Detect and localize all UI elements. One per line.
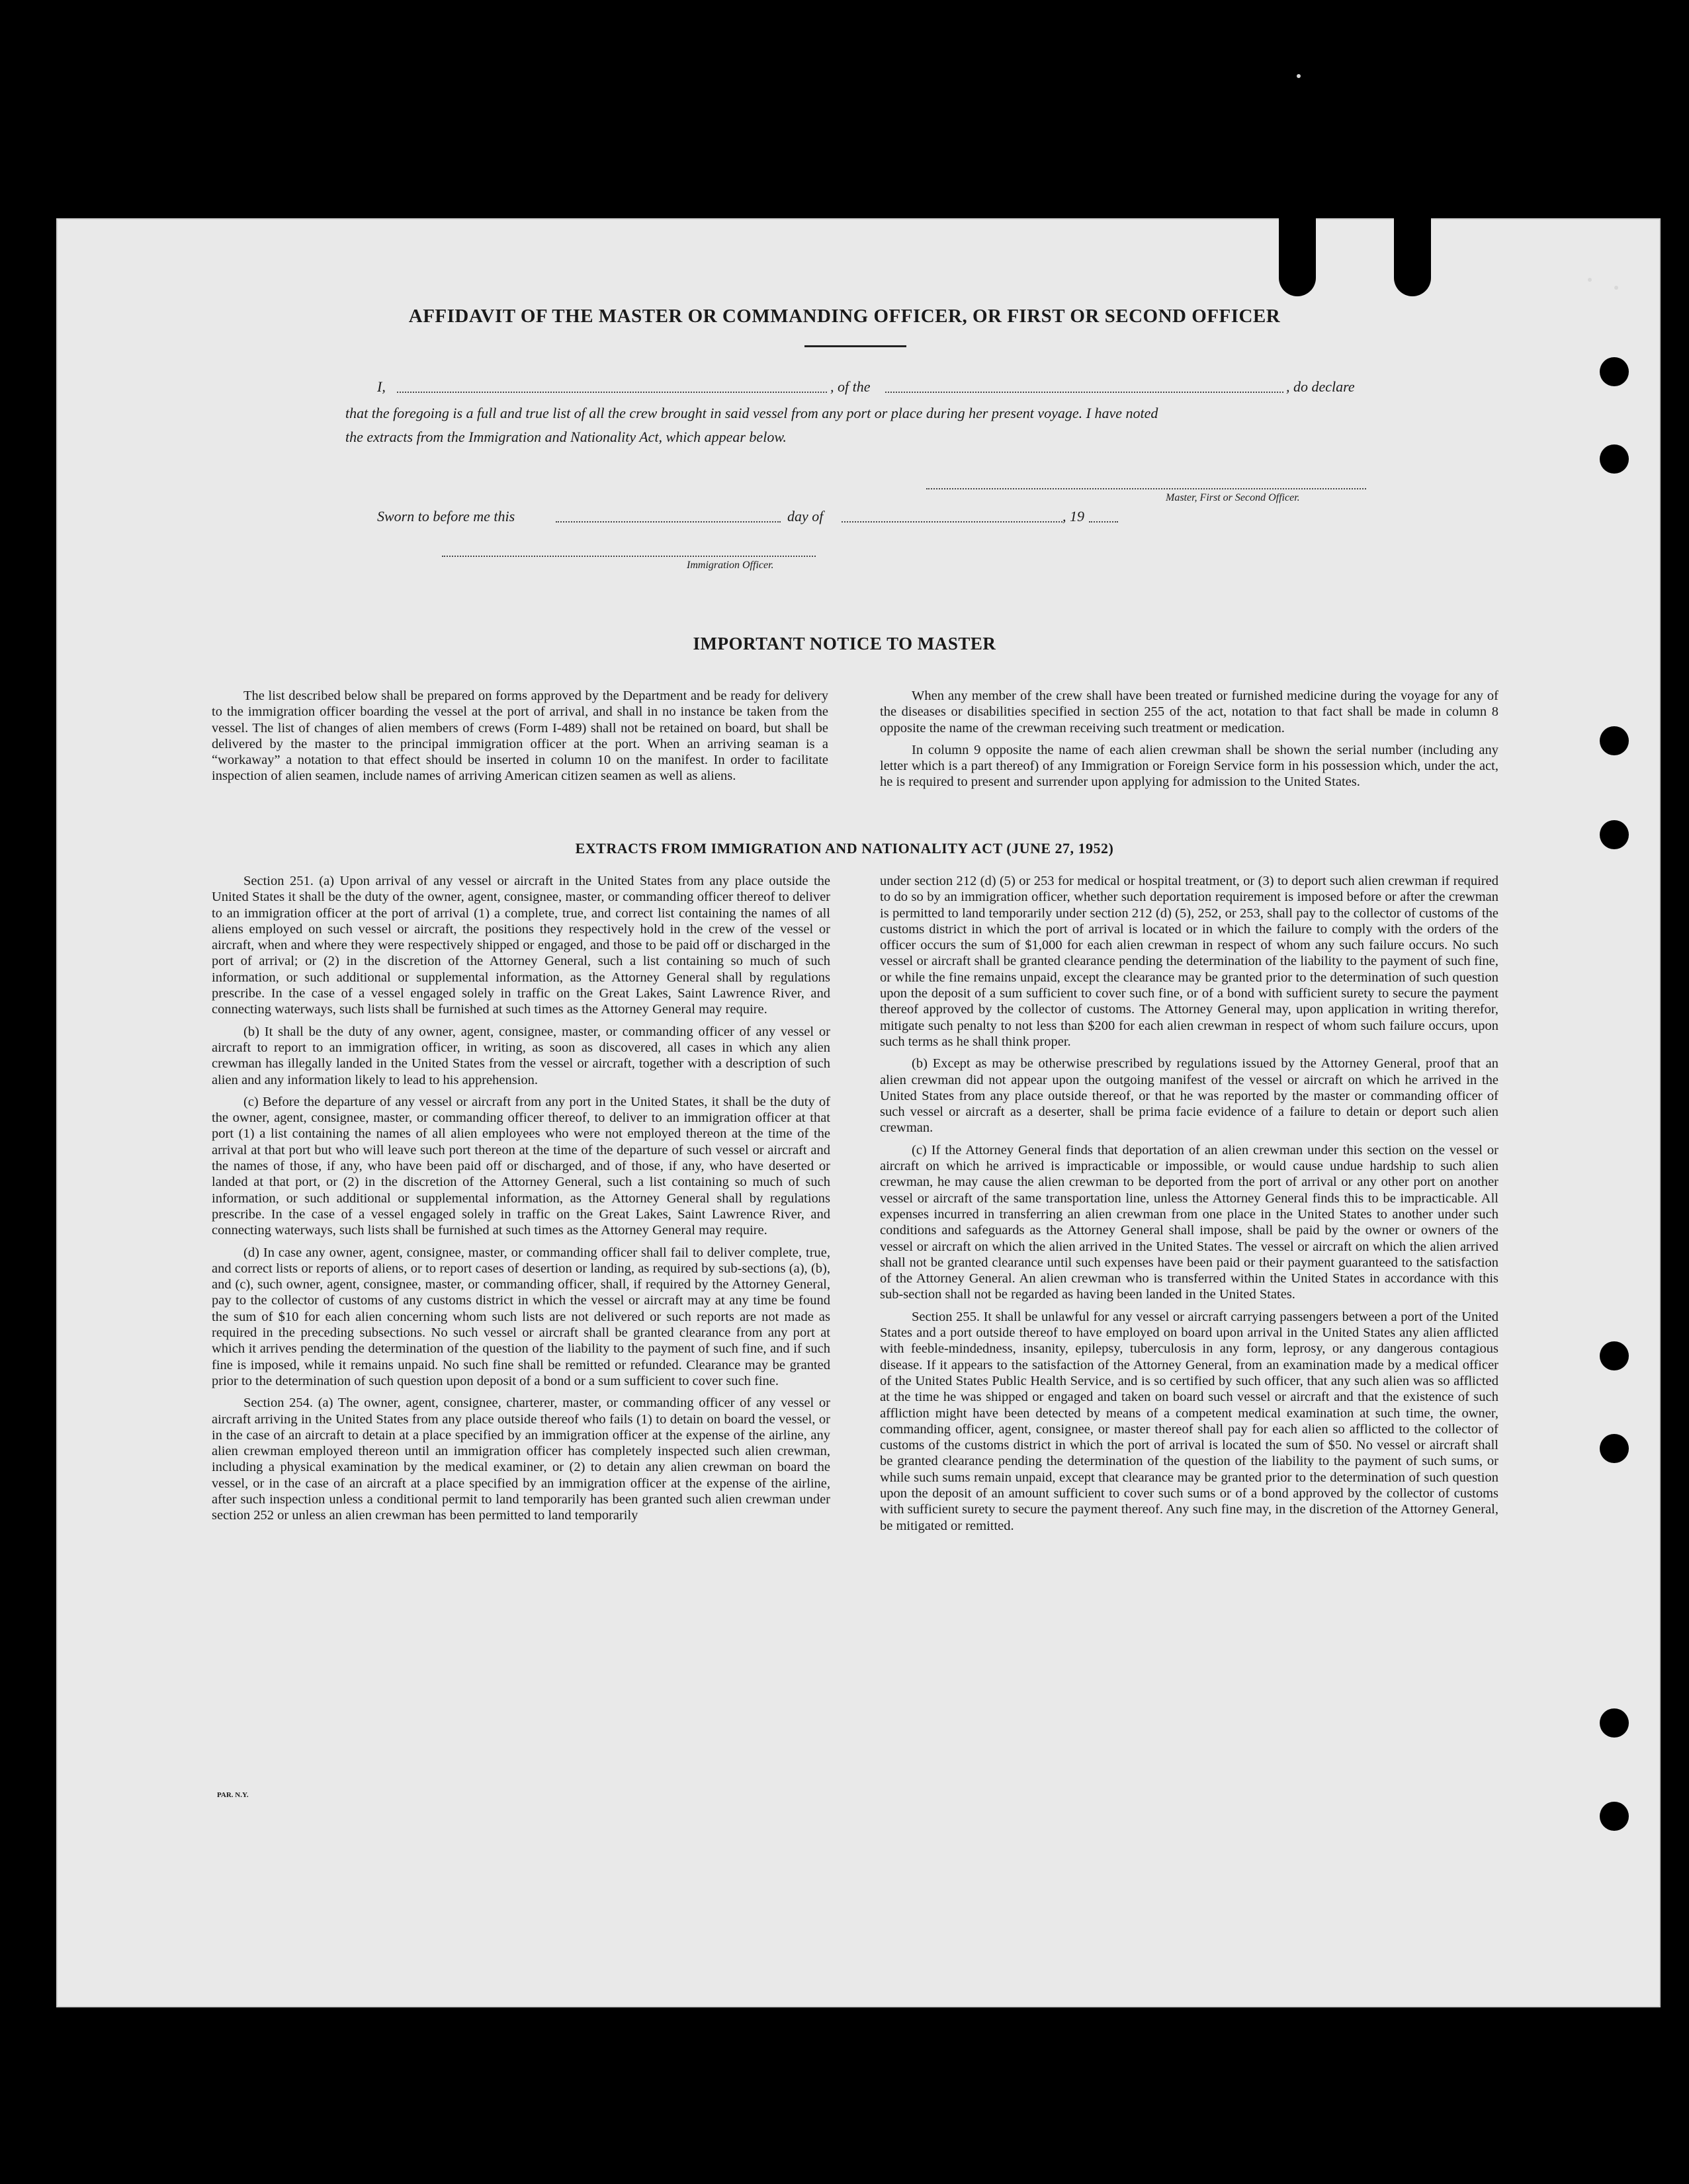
punch-hole <box>1600 444 1629 474</box>
dust-speck <box>1588 278 1592 282</box>
dust-speck <box>1297 74 1301 78</box>
punch-hole <box>1600 1802 1629 1831</box>
section-254-c: (c) If the Attorney General finds that deportation of an alien crewman under this section on the vessel or aircraft on which he arrived is impracticable or impossible, or would cause undue hardship to such alien crewman, he may cause the alien crewman to be deported from the port of arrival or any other port on another vessel or aircraft of the same transportation line, unless the Attorney General finds this to be impracticable. All expenses incurred in transferring an alien crewman from one place in the United States to another under such conditions and safeguards as the Attorney General shall impose, shall be paid by the owner or owners of the vessel or aircraft on which the alien arrived in the United States. The vessel or aircraft on which the alien arrived shall not be granted clearance until such expenses have been paid or their payment guaranteed to the satisfaction of the Attorney General. An alien crewman who is transferred within the United States in accordance with this sub-section shall not be regarded as having been landed in the United States. <box>880 1142 1498 1302</box>
section-251-d: (d) In case any owner, agent, consignee, master, or commanding officer shall fail to deliver complete, true, and correct lists or reports of aliens, or to report cases of desertion or landing, as required by sub-sections (a), (b), and (c), such owner, agent, consignee, master, or commanding officer, shall, if required by the Attorney General, pay to the collector of customs of any customs district in which the vessel or aircraft may at any time be found the sum of $10 for each alien concerning whom such lists are not delivered or such reports are not made as required in the preceding subsections. No such vessel or aircraft shall be granted clearance from any port at which it arrives pending the determination of the question of the liability to the payment of such fine, and if such fine is imposed, while it remains unpaid. No such fine shall be remitted or refunded. Clearance may be granted prior to the determination of such question upon deposit of a bond or a sum sufficient to cover such fine. <box>212 1245 830 1388</box>
officer-signature-line[interactable] <box>442 556 816 557</box>
extracts-title: EXTRACTS FROM IMMIGRATION AND NATIONALITY ACT (JUNE 27, 1952) <box>575 840 1114 857</box>
notice-title: IMPORTANT NOTICE TO MASTER <box>693 634 996 653</box>
binder-notch <box>1394 210 1431 296</box>
sworn-label: Sworn to before me this <box>377 508 515 525</box>
notice-left-column <box>212 688 828 784</box>
punch-hole <box>1600 726 1629 755</box>
binder-notch <box>1279 210 1316 296</box>
of-the-label: , of the <box>830 378 871 395</box>
year-label: , 19 <box>1062 508 1084 525</box>
declaration-line-1: that the foregoing is a full and true list of all the crew brought in said vessel from any port or place during her present voyage. I have noted <box>345 405 1158 421</box>
section-255: Section 255. It shall be unlawful for any vessel or aircraft carrying passengers between a port of the United States and a port outside thereof to have employed on board upon arrival in the United States any alien afflicted with feeble-mindedness, insanity, epilepsy, tuberculosis in any form, leprosy, or any dangerous contagious disease. If it appears to the satisfaction of the Attorney General, from an examination made by a medical officer of the United States Public Health Service, and is so certified by such officer, that any such alien was so afflicted at the time he was shipped or engaged and taken on board such vessel or aircraft and that the existence of such affliction might have been detected by means of a competent medical examination at such time, the owner, commanding officer, agent, consignee, or master thereof shall pay for each alien so afflicted to the collector of customs of the customs district in which the port of arrival is located the sum of $50. No vessel or aircraft shall be granted clearance pending the determination of the question of the liability to the payment of such sums, or while such sums remain unpaid, except that clearance may be granted prior to the determination of such question upon the deposit of an amount sufficient to cover such sums or of a bond approved by the collector of customs with sufficient surety to secure the payment thereof. Any such fine may, in the discretion of the Attorney General, be mitigated or remitted. <box>880 1309 1498 1533</box>
declaration-line-2: the extracts from the Immigration and Nationality Act, which appear below. <box>345 429 787 445</box>
punch-hole <box>1600 1341 1629 1370</box>
day-of-label: day of <box>787 508 824 525</box>
section-254-a-cont: under section 212 (d) (5) or 253 for medical or hospital treatment, or (3) to deport such alien crewman if required to do so by an immigration officer, whether such deportation requirement is imposed before or after the crewman is permitted to land temporarily under section 212 (d) (5), 252, or 253, shall pay to the collector of customs of the customs district in which the port of arrival is located or in which the failure to comply with the orders of the officer occurs the sum of $1,000 for each alien crewman in respect of whom any such failure occurs. No such vessel or aircraft shall be granted clearance pending the determination of the liability to the payment of such fine, or while the fine remains unpaid, except the clearance may be granted prior to the determination of such question upon the deposit of a sum sufficient to cover such fine, or of a bond with sufficient surety to secure the payment thereof approved by the collector of customs. The Attorney General may, upon application in writing therefor, mitigate such penalty to not less than $200 for each alien crewman in respect of whom such failure occurs, upon such terms as he shall think proper. <box>880 874 1498 1049</box>
sworn-year-field[interactable] <box>1089 521 1118 523</box>
section-251-b: (b) It shall be the duty of any owner, agent, consignee, master, or commanding officer of any vessel or aircraft to report to an immigration officer, in writing, as soon as discovered, all cases in which any alien crewman has illegally landed in the United States from the vessel or aircraft, together with a description of such alien and any information likely to lead to his apprehension. <box>212 1024 830 1087</box>
dust-speck <box>1614 286 1618 290</box>
notice-left-paragraph: The list described below shall be prepared on forms approved by the Department and be ready for delivery to the immigration officer boarding the vessel at the port of arrival, and shall in no instance be taken from the vessel. The list of changes of alien members of crews (Form I-489) shall not be retained on board, but shall be delivered by the master to the principal immigration officer at the port. When an arriving seaman is a “workaway” a notation to that effect should be inserted in column 10 on the manifest. In order to facilitate inspection of alien seamen, include names of arriving American citizen seamen as well as aliens. <box>212 689 828 784</box>
officer-caption: Immigration Officer. <box>687 560 774 571</box>
do-declare-label: , do declare <box>1286 378 1355 395</box>
notice-right-paragraph-1: When any member of the crew shall have been treated or furnished medicine during the voyage for any of the diseases or disabilities specified in section 255 of the act, notation to that fact shall be made in column 8 opposite the name of the crewman receiving such treatment or medication. <box>880 689 1498 735</box>
sworn-month-field[interactable] <box>842 521 1062 523</box>
title-rule <box>804 345 906 347</box>
signature-caption: Master, First or Second Officer. <box>1166 492 1300 503</box>
section-251-c: (c) Before the departure of any vessel or aircraft from any port in the United States, it shall be the duty of the owner, agent, consignee, master, or commanding officer thereof, to deliver to an immigration officer at that port (1) a list containing the names of all alien employees who were not employed thereon at the time of the arrival at that port but who will leave such port thereon at the time of the departure of such vessel or aircraft and the names of those, if any, who have been paid off or discharged, and of those, if any, who have deserted or landed at that port, or (2) in the discretion of the Attorney General, such a list containing so much of such information, or such additional or supplemental information, as the Attorney General shall by regulations prescribe. In the case of a vessel engaged solely in traffic on the Great Lakes, Saint Lawrence River, and connecting waterways, such lists shall be furnished at such times as the Attorney General may require. <box>212 1094 830 1238</box>
printer-mark: PAR. N.Y. <box>217 1791 249 1799</box>
affidavit-title: AFFIDAVIT OF THE MASTER OR COMMANDING OFFICER, OR FIRST OR SECOND OFFICER <box>408 306 1281 327</box>
section-254-a: Section 254. (a) The owner, agent, consignee, charterer, master, or commanding officer of any vessel or aircraft arriving in the United States from any place outside thereof who fails (1) to detain on board the vessel, or in the case of an aircraft to detain at a place specified by an immigration officer at the expense of the airline, any alien crewman employed thereon until an immigration officer has completely inspected such alien crewman, including a physical examination by the medical examiner, or (2) to detain any alien crewman on board the vessel, or in the case of an aircraft at a place specified by an immigration officer at the expense of the airline, after such inspection unless a conditional permit to land temporarily has been granted such alien crewman under section 252 or unless an alien crewman has been permitted to land temporarily <box>212 1396 830 1523</box>
punch-hole <box>1600 1708 1629 1738</box>
extracts-right-column <box>880 873 1498 1534</box>
section-254-b: (b) Except as may be otherwise prescribed by regulations issued by the Attorney General, proof that an alien crewman did not appear upon the outgoing manifest of the vessel or aircraft on which he arrived in the United States from any place outside thereof, or that he was reported by the master or commanding officer of such vessel or aircraft as a deserter, shall be prima facie evidence of a failure to detain or deport such alien crewman. <box>880 1056 1498 1136</box>
punch-hole <box>1600 357 1629 386</box>
i-label: I, <box>377 378 386 395</box>
vessel-field[interactable] <box>885 392 1283 393</box>
notice-right-column <box>880 688 1498 790</box>
name-field[interactable] <box>397 392 827 393</box>
extracts-left-column <box>212 873 830 1524</box>
punch-hole <box>1600 1434 1629 1463</box>
section-251-a: Section 251. (a) Upon arrival of any vessel or aircraft in the United States from any place outside the United States it shall be the duty of the owner, agent, consignee, master, or commanding officer thereof to deliver to an immigration officer at the port of arrival (1) a complete, true, and correct list containing the names of all aliens employed on such vessel or aircraft, the positions they respectively hold in the crew of the vessel or aircraft, when and where they were respectively shipped or engaged, and those to be paid off or discharged in the port of arrival; or (2) in the discretion of the Attorney General, such a list containing so much of such information, or such additional or supplemental information, as the Attorney General shall by regulations prescribe. In the case of a vessel engaged solely in traffic on the Great Lakes, Saint Lawrence River, and connecting waterways, such lists shall be furnished at such times as the Attorney General may require. <box>212 874 830 1017</box>
notice-right-paragraph-2: In column 9 opposite the name of each alien crewman shall be shown the serial number (including any letter which is a part thereof) of any Immigration or Foreign Service form in his possession which, under the act, he is required to present and surrender upon applying for admission to the United States. <box>880 742 1498 790</box>
signature-line[interactable] <box>926 488 1366 489</box>
sworn-day-field[interactable] <box>556 521 781 523</box>
